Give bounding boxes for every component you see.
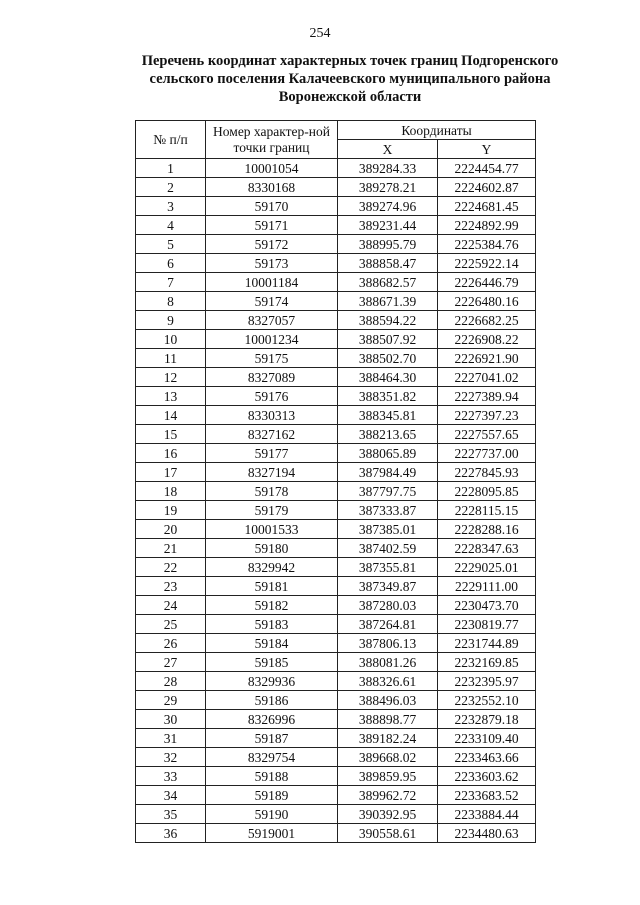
cell-index: 23	[136, 577, 206, 596]
page-number: 254	[309, 26, 331, 41]
cell-y: 2232552.10	[438, 691, 536, 710]
cell-point: 59175	[206, 349, 338, 368]
table-row	[136, 634, 536, 653]
cell-y: 2233884.44	[438, 805, 536, 824]
header-y: Y	[438, 140, 536, 159]
cell-point: 8329936	[206, 672, 338, 691]
document-title	[120, 52, 580, 106]
cell-point: 8327162	[206, 425, 338, 444]
cell-y: 2224602.87	[438, 178, 536, 197]
cell-index: 33	[136, 767, 206, 786]
cell-index: 9	[136, 311, 206, 330]
cell-point: 59182	[206, 596, 338, 615]
cell-x: 388213.65	[338, 425, 438, 444]
cell-x: 388858.47	[338, 254, 438, 273]
header-point-number: Номер характер-ной точки границ	[206, 121, 338, 159]
cell-index: 8	[136, 292, 206, 311]
table-row	[136, 292, 536, 311]
cell-index: 29	[136, 691, 206, 710]
cell-x: 388496.03	[338, 691, 438, 710]
table-header	[136, 121, 536, 159]
cell-y: 2229111.00	[438, 577, 536, 596]
table-row	[136, 406, 536, 425]
cell-index: 18	[136, 482, 206, 501]
cell-x: 389182.24	[338, 729, 438, 748]
table-row	[136, 425, 536, 444]
table-body	[136, 159, 536, 843]
table-row	[136, 273, 536, 292]
cell-index: 31	[136, 729, 206, 748]
cell-point: 59188	[206, 767, 338, 786]
cell-y: 2233109.40	[438, 729, 536, 748]
cell-index: 21	[136, 539, 206, 558]
cell-y: 2233683.52	[438, 786, 536, 805]
cell-point: 59176	[206, 387, 338, 406]
cell-index: 2	[136, 178, 206, 197]
cell-y: 2227737.00	[438, 444, 536, 463]
cell-index: 35	[136, 805, 206, 824]
cell-point: 8330313	[206, 406, 338, 425]
table-row	[136, 691, 536, 710]
cell-index: 4	[136, 216, 206, 235]
table-row	[136, 311, 536, 330]
table-row	[136, 577, 536, 596]
cell-index: 30	[136, 710, 206, 729]
cell-x: 387806.13	[338, 634, 438, 653]
cell-point: 10001184	[206, 273, 338, 292]
cell-point: 59170	[206, 197, 338, 216]
header-index: № п/п	[136, 121, 206, 159]
table-row	[136, 767, 536, 786]
cell-index: 14	[136, 406, 206, 425]
cell-x: 388507.92	[338, 330, 438, 349]
cell-y: 2224892.99	[438, 216, 536, 235]
cell-x: 388345.81	[338, 406, 438, 425]
cell-y: 2227397.23	[438, 406, 536, 425]
cell-y: 2232169.85	[438, 653, 536, 672]
title-line-2: сельского поселения Калачеевского муниципального района	[149, 71, 551, 87]
table-row	[136, 330, 536, 349]
cell-x: 388671.39	[338, 292, 438, 311]
cell-y: 2226446.79	[438, 273, 536, 292]
cell-point: 8326996	[206, 710, 338, 729]
cell-x: 389668.02	[338, 748, 438, 767]
cell-index: 24	[136, 596, 206, 615]
cell-point: 10001533	[206, 520, 338, 539]
title-line-1: Перечень координат характерных точек границ Подгоренского	[141, 53, 559, 69]
cell-y: 2229025.01	[438, 558, 536, 577]
table-row	[136, 387, 536, 406]
cell-y: 2225384.76	[438, 235, 536, 254]
table-row	[136, 596, 536, 615]
cell-x: 387402.59	[338, 539, 438, 558]
table-row	[136, 178, 536, 197]
cell-y: 2233463.66	[438, 748, 536, 767]
cell-index: 36	[136, 824, 206, 843]
cell-point: 59177	[206, 444, 338, 463]
cell-index: 12	[136, 368, 206, 387]
cell-index: 6	[136, 254, 206, 273]
cell-point: 59186	[206, 691, 338, 710]
header-coordinates: Координаты	[338, 121, 536, 140]
cell-point: 59174	[206, 292, 338, 311]
cell-x: 388464.30	[338, 368, 438, 387]
cell-x: 389274.96	[338, 197, 438, 216]
cell-x: 388081.26	[338, 653, 438, 672]
cell-y: 2231744.89	[438, 634, 536, 653]
cell-point: 5919001	[206, 824, 338, 843]
cell-x: 388594.22	[338, 311, 438, 330]
cell-y: 2226682.25	[438, 311, 536, 330]
table-row	[136, 539, 536, 558]
cell-point: 59187	[206, 729, 338, 748]
cell-index: 1	[136, 159, 206, 178]
table-row	[136, 805, 536, 824]
table-row	[136, 653, 536, 672]
cell-x: 390392.95	[338, 805, 438, 824]
cell-point: 59185	[206, 653, 338, 672]
cell-y: 2228095.85	[438, 482, 536, 501]
cell-x: 389962.72	[338, 786, 438, 805]
cell-y: 2226480.16	[438, 292, 536, 311]
cell-x: 387385.01	[338, 520, 438, 539]
table-row	[136, 558, 536, 577]
cell-y: 2233603.62	[438, 767, 536, 786]
cell-index: 3	[136, 197, 206, 216]
cell-y: 2228115.15	[438, 501, 536, 520]
cell-y: 2230819.77	[438, 615, 536, 634]
table-row	[136, 672, 536, 691]
cell-index: 32	[136, 748, 206, 767]
cell-point: 59183	[206, 615, 338, 634]
cell-x: 389284.33	[338, 159, 438, 178]
cell-index: 25	[136, 615, 206, 634]
cell-point: 8329754	[206, 748, 338, 767]
table-row	[136, 729, 536, 748]
cell-point: 8327057	[206, 311, 338, 330]
cell-y: 2232879.18	[438, 710, 536, 729]
coordinates-table	[135, 120, 536, 843]
cell-y: 2234480.63	[438, 824, 536, 843]
cell-x: 387984.49	[338, 463, 438, 482]
table-row	[136, 824, 536, 843]
header-x: X	[338, 140, 438, 159]
table-row	[136, 368, 536, 387]
cell-index: 22	[136, 558, 206, 577]
cell-index: 20	[136, 520, 206, 539]
table-row	[136, 216, 536, 235]
cell-y: 2224681.45	[438, 197, 536, 216]
cell-x: 389231.44	[338, 216, 438, 235]
cell-x: 387280.03	[338, 596, 438, 615]
cell-point: 59172	[206, 235, 338, 254]
cell-x: 388065.89	[338, 444, 438, 463]
cell-index: 26	[136, 634, 206, 653]
cell-x: 388995.79	[338, 235, 438, 254]
cell-x: 387264.81	[338, 615, 438, 634]
cell-index: 16	[136, 444, 206, 463]
cell-y: 2230473.70	[438, 596, 536, 615]
cell-index: 7	[136, 273, 206, 292]
cell-y: 2227041.02	[438, 368, 536, 387]
cell-y: 2224454.77	[438, 159, 536, 178]
cell-point: 59180	[206, 539, 338, 558]
table-row	[136, 786, 536, 805]
cell-y: 2227845.93	[438, 463, 536, 482]
cell-x: 389278.21	[338, 178, 438, 197]
cell-point: 59190	[206, 805, 338, 824]
cell-x: 387355.81	[338, 558, 438, 577]
cell-point: 59189	[206, 786, 338, 805]
cell-x: 387333.87	[338, 501, 438, 520]
cell-point: 10001054	[206, 159, 338, 178]
cell-index: 34	[136, 786, 206, 805]
table-row	[136, 463, 536, 482]
cell-y: 2227389.94	[438, 387, 536, 406]
cell-y: 2228288.16	[438, 520, 536, 539]
table-row	[136, 197, 536, 216]
table-row	[136, 482, 536, 501]
cell-index: 19	[136, 501, 206, 520]
cell-index: 28	[136, 672, 206, 691]
table-row	[136, 615, 536, 634]
cell-index: 11	[136, 349, 206, 368]
table-row	[136, 748, 536, 767]
table-row	[136, 254, 536, 273]
cell-y: 2225922.14	[438, 254, 536, 273]
table-row	[136, 501, 536, 520]
title-line-3: Воронежской области	[278, 89, 422, 105]
cell-point: 59179	[206, 501, 338, 520]
table-row	[136, 349, 536, 368]
table-row	[136, 710, 536, 729]
cell-x: 387349.87	[338, 577, 438, 596]
cell-x: 388502.70	[338, 349, 438, 368]
cell-x: 388326.61	[338, 672, 438, 691]
cell-x: 387797.75	[338, 482, 438, 501]
cell-point: 59184	[206, 634, 338, 653]
cell-index: 13	[136, 387, 206, 406]
cell-x: 388351.82	[338, 387, 438, 406]
table-row	[136, 159, 536, 178]
cell-point: 59171	[206, 216, 338, 235]
cell-y: 2228347.63	[438, 539, 536, 558]
cell-y: 2227557.65	[438, 425, 536, 444]
cell-x: 388682.57	[338, 273, 438, 292]
cell-index: 5	[136, 235, 206, 254]
cell-y: 2232395.97	[438, 672, 536, 691]
cell-x: 388898.77	[338, 710, 438, 729]
cell-point: 59178	[206, 482, 338, 501]
cell-point: 8327194	[206, 463, 338, 482]
cell-x: 389859.95	[338, 767, 438, 786]
cell-point: 8327089	[206, 368, 338, 387]
table-row	[136, 235, 536, 254]
cell-y: 2226921.90	[438, 349, 536, 368]
cell-index: 27	[136, 653, 206, 672]
cell-point: 10001234	[206, 330, 338, 349]
cell-y: 2226908.22	[438, 330, 536, 349]
cell-x: 390558.61	[338, 824, 438, 843]
cell-index: 10	[136, 330, 206, 349]
table-row	[136, 444, 536, 463]
cell-point: 8330168	[206, 178, 338, 197]
cell-index: 17	[136, 463, 206, 482]
cell-point: 59173	[206, 254, 338, 273]
cell-index: 15	[136, 425, 206, 444]
cell-point: 8329942	[206, 558, 338, 577]
table-row	[136, 520, 536, 539]
cell-point: 59181	[206, 577, 338, 596]
